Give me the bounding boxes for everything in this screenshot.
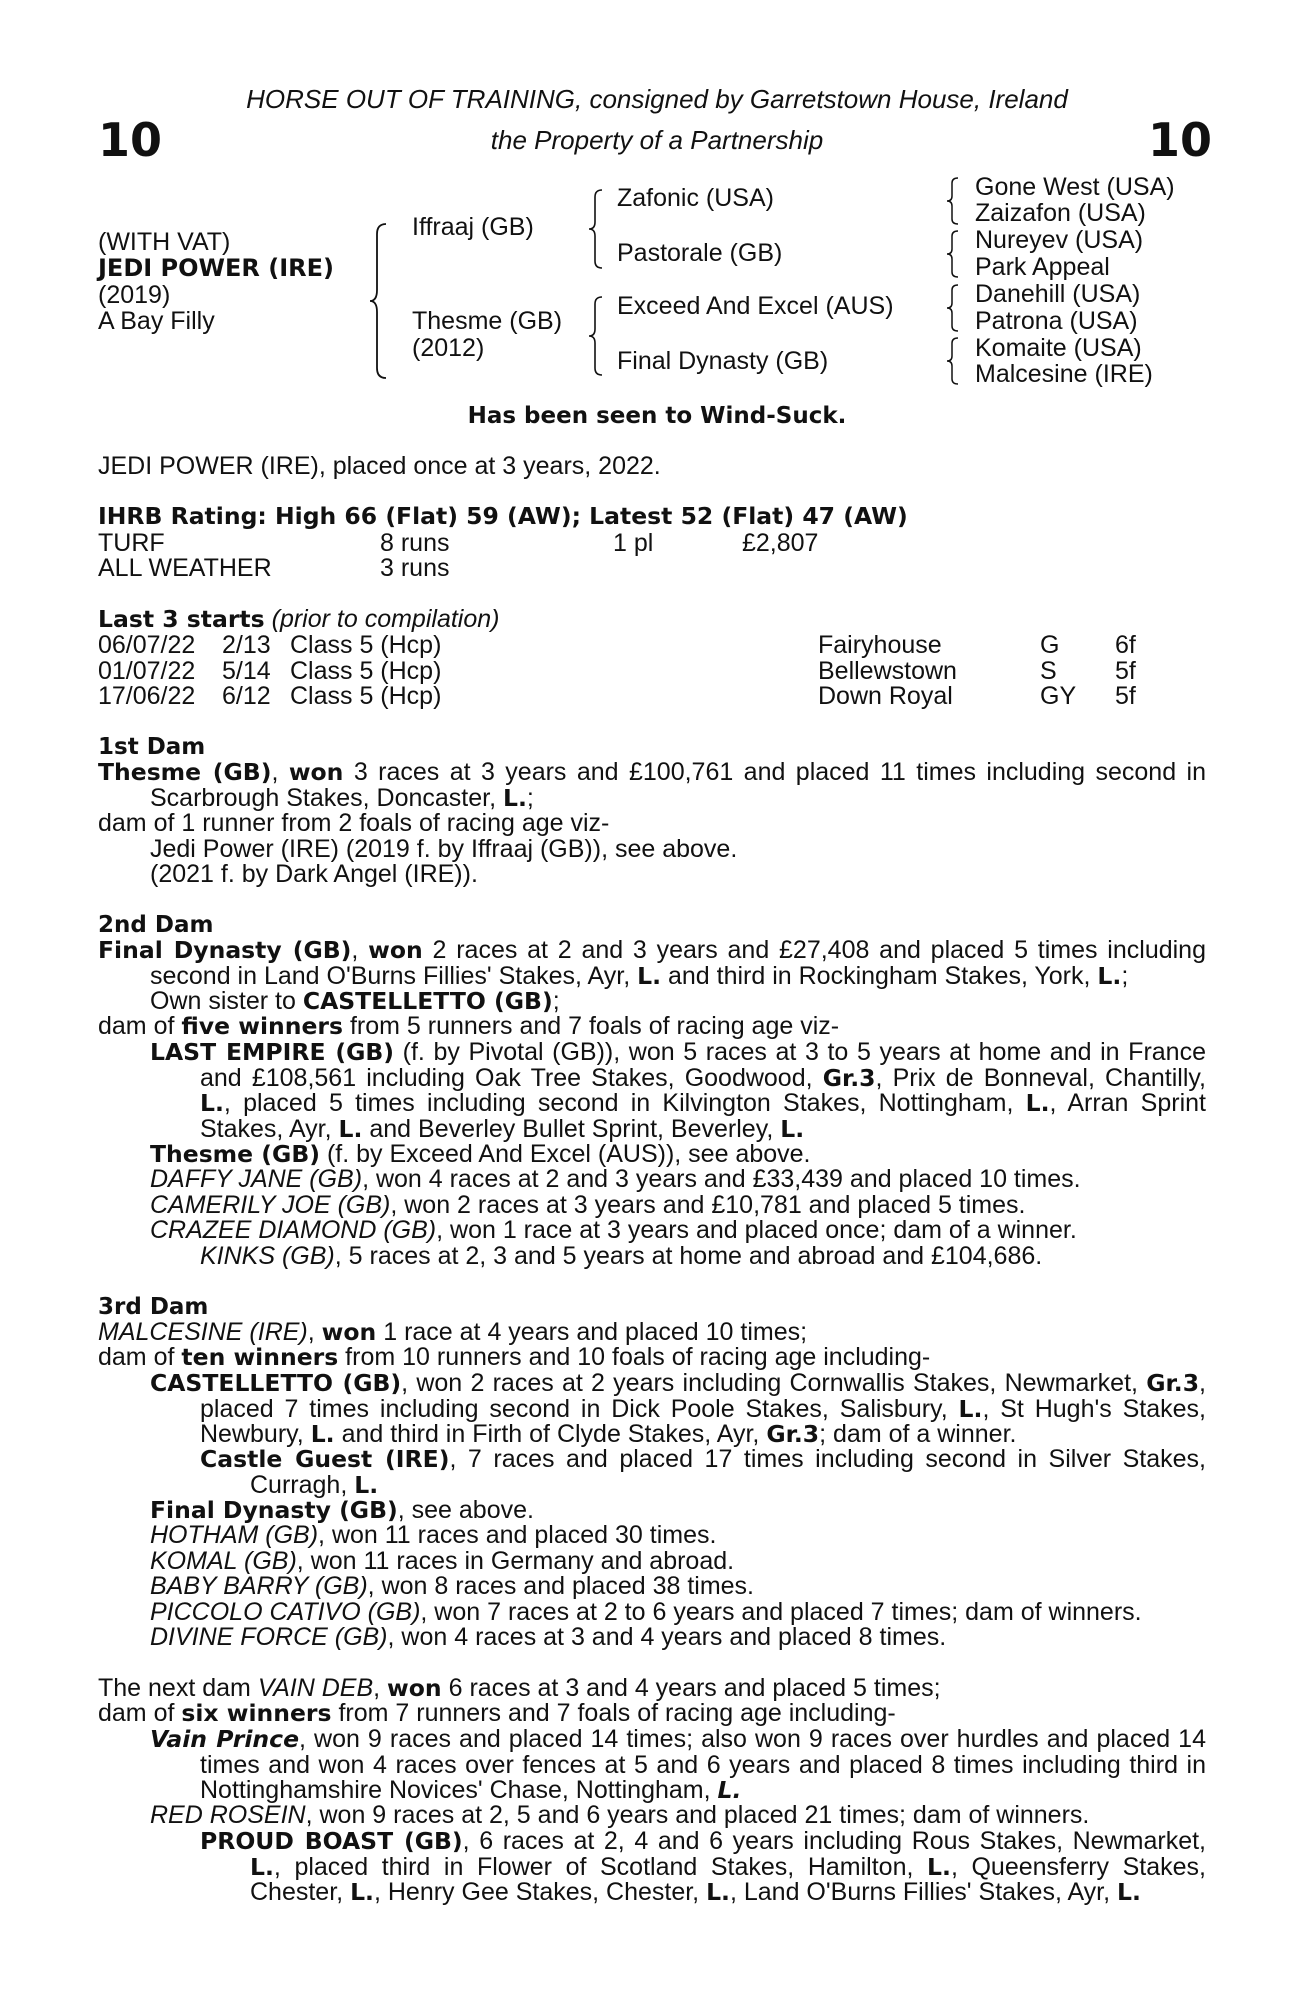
first-dam-produce-1: Jedi Power (IRE) (2019 f. by Iffraaj (GB)), see above.	[150, 835, 738, 863]
start-row-3-date: 17/06/22	[98, 682, 196, 710]
pedigree-grandsire-1: Zafonic (USA)	[617, 184, 774, 212]
kinks-entry: KINKS (GB), 5 races at 2, 3 and 5 years at home and abroad and £104,686.	[200, 1242, 1043, 1270]
lot-number-left: 10	[98, 113, 163, 167]
thesme-entry: Thesme (GB) (f. by Exceed And Excel (AUS)), see above.	[150, 1140, 811, 1168]
pedigree-gg-7: Komaite (USA)	[975, 334, 1142, 362]
next-dam-produce-intro: dam of six winners from 7 runners and 7 foals of racing age including-	[98, 1699, 896, 1727]
third-dam-record: MALCESINE (IRE), won 1 race at 4 years and placed 10 times;	[98, 1318, 808, 1346]
turf-runs: 8 runs	[380, 529, 450, 557]
start-row-2-pos: 5/14	[222, 657, 271, 685]
start-row-1-going: G	[1040, 631, 1060, 659]
horse-name: JEDI POWER (IRE)	[98, 254, 334, 282]
start-row-1-course: Fairyhouse	[818, 631, 942, 659]
daffy-jane-entry: DAFFY JANE (GB), won 4 races at 2 and 3 years and £33,439 and placed 10 times.	[150, 1165, 1081, 1193]
crazee-diamond-entry: CRAZEE DIAMOND (GB), won 1 race at 3 years and placed once; dam of a winner.	[150, 1216, 1077, 1244]
start-row-1-class: Class 5 (Hcp)	[290, 631, 442, 659]
second-dam-heading: 2nd Dam	[98, 912, 214, 938]
pedigree-brace-gg-2	[946, 229, 960, 279]
castle-guest-entry: Castle Guest (IRE), 7 races and placed 17 times including second in Silver Stakes, Curragh, L.	[200, 1445, 1206, 1499]
start-row-2-course: Bellewstown	[818, 657, 957, 685]
start-row-3-class: Class 5 (Hcp)	[290, 682, 442, 710]
pedigree-brace-gg-1	[946, 176, 960, 226]
pedigree-gg-8: Malcesine (IRE)	[975, 360, 1153, 388]
start-row-2-dist: 5f	[1115, 657, 1136, 685]
next-dam-record: The next dam VAIN DEB, won 6 races at 3 and 4 years and placed 5 times;	[98, 1674, 941, 1702]
pedigree-gg-2: Zaizafon (USA)	[975, 199, 1146, 227]
ihrb-rating: IHRB Rating: High 66 (Flat) 59 (AW); Latest 52 (Flat) 47 (AW)	[98, 502, 908, 530]
pedigree-gg-4: Park Appeal	[975, 253, 1110, 281]
pedigree-brace-gg-3	[946, 283, 960, 333]
pedigree-gg-5: Danehill (USA)	[975, 280, 1141, 308]
last-empire-entry: LAST EMPIRE (GB) (f. by Pivotal (GB)), won 5 races at 3 to 5 years at home and in France and £108,561 including Oak Tree Stakes, Goodwood, Gr.3, Prix de Bonneval, Chantilly, L., placed 5 times including second in Kilvington Stakes, Nottingham, L., Arran Sprint Stakes, Ayr, L. and Beverley Bullet Sprint, Beverley, L.	[150, 1038, 1206, 1143]
pedigree-brace-sire	[588, 188, 604, 270]
red-rosein-entry: RED ROSEIN, won 9 races at 2, 5 and 6 years and placed 21 times; dam of winners.	[150, 1801, 1090, 1829]
last-starts-heading: Last 3 starts (prior to compilation)	[98, 605, 500, 633]
start-row-3-going: GY	[1040, 682, 1077, 710]
pedigree-gg-3: Nureyev (USA)	[975, 226, 1144, 254]
first-dam-heading: 1st Dam	[98, 734, 206, 760]
castelletto-entry: CASTELLETTO (GB), won 2 races at 2 years including Cornwallis Stakes, Newmarket, Gr.3, placed 7 times including second in Dick Poole Stakes, Salisbury, L., St Hugh's Stakes, Newbury, L. and third in Firth of Clyde Stakes, Ayr, Gr.3; dam of a winner.	[150, 1369, 1207, 1449]
camerily-joe-entry: CAMERILY JOE (GB), won 2 races at 3 years and £10,781 and placed 5 times.	[150, 1191, 1026, 1219]
proud-boast-entry: PROUD BOAST (GB), 6 races at 2, 4 and 6 years including Rous Stakes, Newmarket, L., placed third in Flower of Scotland Stakes, Hamilton, L., Queensferry Stakes, Chester, L., Henry Gee Stakes, Chester, L., Land O'Burns Fillies' Stakes, Ayr, L.	[200, 1827, 1206, 1907]
aw-runs: 3 runs	[380, 554, 450, 582]
start-row-2-going: S	[1040, 657, 1057, 685]
start-row-2-class: Class 5 (Hcp)	[290, 657, 442, 685]
pedigree-grandsire-2: Exceed And Excel (AUS)	[617, 292, 894, 320]
vain-prince-entry: Vain Prince, won 9 races and placed 14 times; also won 9 races over hurdles and placed 14 times and won 4 races over fences at 5 and 6 years and placed 8 times including third in Nottinghamshire Novices' Chase, Nottingham, L.	[150, 1725, 1206, 1805]
aw-label: ALL WEATHER	[98, 554, 272, 582]
hotham-entry: HOTHAM (GB), won 11 races and placed 30 times.	[150, 1521, 717, 1549]
pedigree-brace-main	[368, 222, 390, 380]
third-dam-heading: 3rd Dam	[98, 1294, 209, 1320]
komal-entry: KOMAL (GB), won 11 races in Germany and abroad.	[150, 1547, 735, 1575]
start-row-2-date: 01/07/22	[98, 657, 196, 685]
final-dynasty-entry: Final Dynasty (GB), see above.	[150, 1496, 534, 1524]
pedigree-sire: Iffraaj (GB)	[412, 213, 534, 241]
third-dam-produce-intro: dam of ten winners from 10 runners and 10 foals of racing age including-	[98, 1343, 931, 1371]
pedigree-granddam-1: Pastorale (GB)	[617, 239, 783, 267]
pedigree-gg-6: Patrona (USA)	[975, 307, 1138, 335]
wind-suck-notice: Has been seen to Wind-Suck.	[467, 403, 847, 429]
start-row-3-course: Down Royal	[818, 682, 953, 710]
start-row-1-pos: 2/13	[222, 631, 271, 659]
second-dam-own-sister: Own sister to CASTELLETTO (GB);	[150, 987, 560, 1015]
vat-note: (WITH VAT)	[98, 228, 231, 256]
foaling-year: (2019)	[98, 281, 171, 309]
pedigree-dam: Thesme (GB)	[412, 307, 563, 335]
turf-label: TURF	[98, 529, 165, 557]
header-consignor: HORSE OUT OF TRAINING, consigned by Garretstown House, Ireland	[246, 84, 1068, 114]
start-row-3-pos: 6/12	[222, 682, 271, 710]
turf-placings: 1 pl	[613, 529, 654, 557]
race-summary: JEDI POWER (IRE), placed once at 3 years, 2022.	[98, 452, 661, 480]
start-row-1-date: 06/07/22	[98, 631, 196, 659]
first-dam-record: Thesme (GB), won 3 races at 3 years and £100,761 and placed 11 times including second in Scarbrough Stakes, Doncaster, L.;	[98, 758, 1206, 812]
start-row-1-dist: 6f	[1115, 631, 1136, 659]
first-dam-produce-intro: dam of 1 runner from 2 foals of racing age viz-	[98, 809, 610, 837]
turf-earnings: £2,807	[742, 529, 819, 557]
pedigree-dam-year: (2012)	[412, 334, 485, 362]
header-property: the Property of a Partnership	[490, 125, 824, 155]
second-dam-produce-intro: dam of five winners from 5 runners and 7 foals of racing age viz-	[98, 1012, 840, 1040]
pedigree-granddam-2: Final Dynasty (GB)	[617, 347, 829, 375]
pedigree-brace-gg-4	[946, 336, 960, 386]
start-row-3-dist: 5f	[1115, 682, 1136, 710]
pedigree-brace-dam	[588, 295, 604, 377]
lot-number-right: 10	[1148, 113, 1213, 167]
piccolo-cativo-entry: PICCOLO CATIVO (GB), won 7 races at 2 to 6 years and placed 7 times; dam of winners.	[150, 1598, 1142, 1626]
second-dam-record: Final Dynasty (GB), won 2 races at 2 and 3 years and £27,408 and placed 5 times including second in Land O'Burns Fillies' Stakes, Ayr, L. and third in Rockingham Stakes, York, L.;	[98, 936, 1206, 990]
divine-force-entry: DIVINE FORCE (GB), won 4 races at 3 and 4 years and placed 8 times.	[150, 1623, 947, 1651]
first-dam-produce-2: (2021 f. by Dark Angel (IRE)).	[150, 860, 478, 888]
horse-description: A Bay Filly	[98, 307, 215, 335]
baby-barry-entry: BABY BARRY (GB), won 8 races and placed 38 times.	[150, 1572, 754, 1600]
pedigree-gg-1: Gone West (USA)	[975, 173, 1175, 201]
